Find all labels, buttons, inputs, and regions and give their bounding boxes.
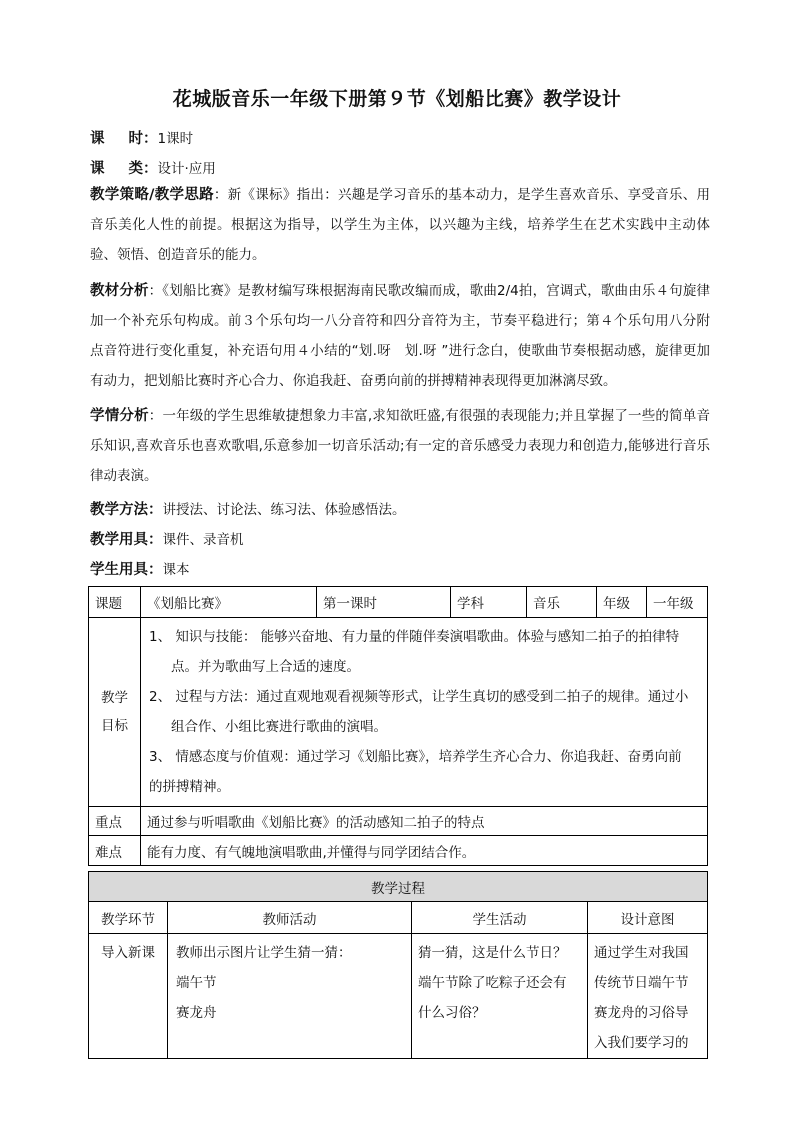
- grade-value: 一年级: [647, 587, 708, 618]
- intent-line: 传统节日端午节: [594, 975, 689, 991]
- student-activity-cell: [412, 934, 588, 1059]
- stage-cell: 导入新课: [89, 934, 168, 1059]
- table-row: [89, 618, 708, 807]
- topic-label: 课题: [89, 587, 141, 618]
- difficulty-label: 难点: [89, 836, 141, 866]
- teaching-tools-label: 教学用具：: [90, 532, 163, 548]
- intent-line: 赛龙舟的习俗导: [594, 1005, 689, 1021]
- column-header-intent: 设计意图: [588, 902, 708, 934]
- teaching-tools-line: [90, 525, 710, 555]
- material-analysis-label: 教材分析: [90, 283, 149, 299]
- teaching-strategy-paragraph: [90, 180, 710, 270]
- teacher-line: 赛龙舟: [176, 1005, 217, 1021]
- design-intent-cell: [588, 934, 708, 1059]
- student-line: 猜一猜，这是什么节日？: [418, 945, 567, 961]
- student-tools-text: 课本: [162, 562, 190, 578]
- goal-item-continued: 的拼搏精神。: [149, 779, 230, 795]
- topic-value: 《划船比赛》: [141, 587, 317, 618]
- student-tools-line: [90, 555, 710, 585]
- goals-label: 教学目标: [89, 618, 141, 807]
- teaching-process-table: [88, 871, 708, 1059]
- table-row: [89, 872, 708, 902]
- lesson-info-table: [88, 586, 708, 866]
- material-analysis-text: ：《划船比赛》是教材编写珠根据海南民歌改编而成，歌曲2/4拍，宫调式，歌曲由乐４句旋律加一个补充乐句构成。前３个乐句均一八分音符和四分音符为主，节奏平稳进行；第４个乐句用八分附点音符进行变化重复，补充语句用４小结的“划.呀 划.呀 ”进行念白，使歌曲节奏根据动感，旋律更加有动力，把划船比赛时齐心合力、你追我赶、奋勇向前的拼搏精神表现得更加淋漓尽致。: [90, 283, 710, 389]
- student-line: 什么习俗？: [418, 1005, 486, 1021]
- focus-text: 通过参与听唱歌曲《划船比赛》的活动感知二拍子的特点: [141, 807, 708, 836]
- column-header-stage: 教学环节: [89, 902, 168, 934]
- document-title: 花城版音乐一年级下册第９节《划船比赛》教学设计: [172, 88, 622, 110]
- intent-line: 通过学生对我国: [594, 945, 689, 961]
- teaching-tools-text: 课件、录音机: [162, 532, 244, 548]
- teaching-strategy-label: 教学策略/教学思路: [90, 187, 214, 203]
- course-type-line: [90, 157, 216, 178]
- subject-value: 音乐: [527, 587, 597, 618]
- student-analysis-label: 学情分析: [90, 408, 149, 424]
- student-analysis-paragraph: [90, 401, 710, 491]
- table-row: [89, 934, 708, 1059]
- table-row: [89, 836, 708, 866]
- class-hours-value: 1课时: [157, 131, 194, 147]
- material-analysis-paragraph: [90, 276, 710, 396]
- course-type-label: 课类：: [90, 161, 158, 177]
- process-header: 教学过程: [89, 872, 708, 902]
- table-row: [89, 807, 708, 836]
- lesson-number: 第一课时: [317, 587, 451, 618]
- goal-item: 1、 知识与技能： 能够兴奋地、有力量的伴随伴奏演唱歌曲。体验与感知二拍子的拍律特: [149, 629, 680, 645]
- table-row: [89, 902, 708, 934]
- table-row: [89, 587, 708, 618]
- student-tools-label: 学生用具：: [90, 562, 163, 578]
- teacher-line: 教师出示图片让学生猜一猜：: [176, 945, 352, 961]
- grade-label: 年级: [597, 587, 647, 618]
- teacher-activity-cell: [168, 934, 412, 1059]
- class-hours-label: 课时：: [90, 131, 158, 147]
- teaching-method-label: 教学方法：: [90, 502, 163, 518]
- column-header-teacher: 教师活动: [168, 902, 412, 934]
- class-hours-line: [90, 127, 193, 148]
- intent-line: 入我们要学习的: [594, 1035, 689, 1051]
- teaching-strategy-text: ：新《课标》指出：兴趣是学习音乐的基本动力，是学生喜欢音乐、享受音乐、用音乐美化人性的前提。根据这为指导，以学生为主体，以兴趣为主线，培养学生在艺术实践中主动体验、领悟、创造音乐的能力。: [90, 187, 711, 263]
- goal-item: 3、 情感态度与价值观：通过学习《划船比赛》，培养学生齐心合力、你追我赶、奋勇向前: [149, 749, 682, 765]
- teaching-method-line: [90, 495, 710, 525]
- focus-label: 重点: [89, 807, 141, 836]
- goal-item: 2、 过程与方法：通过直观地观看视频等形式，让学生真切的感受到二拍子的规律。通过小: [149, 689, 689, 705]
- student-line: 端午节除了吃粽子还会有: [418, 975, 567, 991]
- course-type-value: 设计·应用: [157, 161, 216, 177]
- goal-item-continued: 点。并为歌曲写上合适的速度。: [171, 659, 360, 675]
- teaching-method-text: 讲授法、讨论法、练习法、体验感悟法。: [162, 502, 406, 518]
- column-header-student: 学生活动: [412, 902, 588, 934]
- subject-label: 学科: [451, 587, 527, 618]
- teacher-line: 端午节: [176, 975, 217, 991]
- goals-cell: [141, 618, 708, 807]
- goal-item-continued: 组合作、小组比赛进行歌曲的演唱。: [171, 719, 387, 735]
- difficulty-text: 能有力度、有气魄地演唱歌曲,并懂得与同学团结合作。: [141, 836, 708, 866]
- student-analysis-text: ：一年级的学生思维敏捷想象力丰富,求知欲旺盛,有很强的表现能力;并且掌握了一些的简单音乐知识,喜欢音乐也喜欢歌唱,乐意参加一切音乐活动;有一定的音乐感受力表现力和创造力,能够进行音乐律动表演。: [90, 408, 710, 484]
